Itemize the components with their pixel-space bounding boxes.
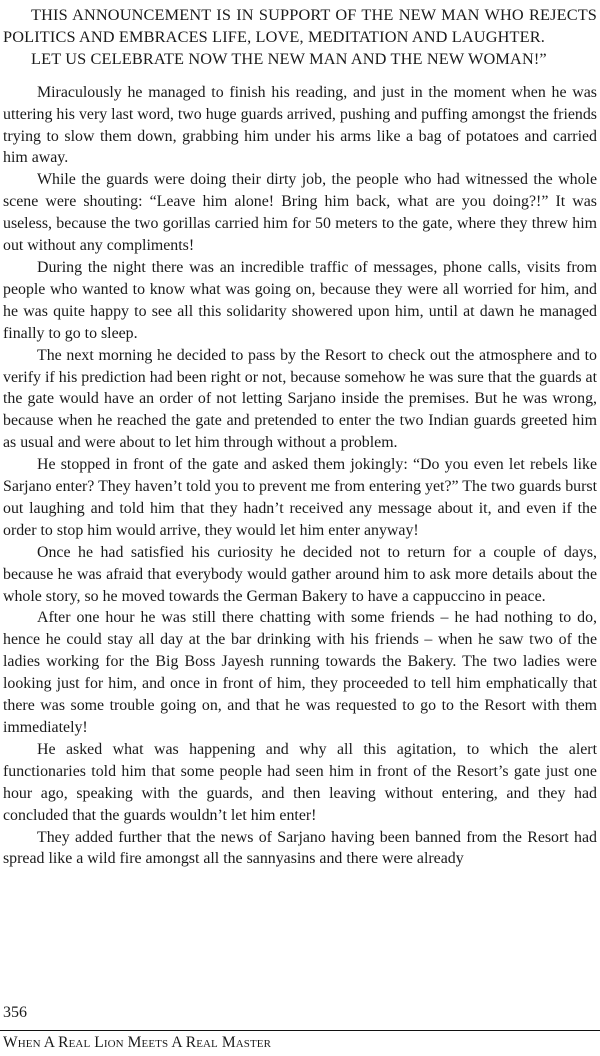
footer-divider xyxy=(0,1030,600,1031)
paragraph: He stopped in front of the gate and asked them jokingly: “Do you even let rebels like Sarjano enter? They haven’t told you to prevent me from entering yet?” The two guards burst out laughing and told him that they hadn’t received any message about it, and even if the order to stop him would arrive, they would let him enter anyway! xyxy=(3,456,597,539)
page-number: 356 xyxy=(3,1004,27,1021)
running-footer-title: When A Real Lion Meets A Real Master xyxy=(3,1034,272,1051)
paragraph: After one hour he was still there chatting with some friends – he had nothing to do, hence he could stay all day at the bar drinking with his friends – when he saw two of the ladies working for the Big Boss Jayesh running towards the Bakery. The two ladies were looking just for him, and once in front of him, they proceeded to tell him emphatically that there was some trouble going on, and that he was requested to go to the Resort with them immediately! xyxy=(3,609,597,736)
paragraph: They added further that the news of Sarjano having been banned from the Resort had spread like a wild fire amongst all the sannyasins and there were already xyxy=(3,828,597,868)
paragraph: While the guards were doing their dirty job, the people who had witnessed the whole scene were shouting: “Leave him alone! Bring him back, what are you doing?!” It was useless, because the two gorillas carried him for 50 meters to the gate, where they threw him out without any compliments! xyxy=(3,171,597,255)
paragraph: During the night there was an incredible traffic of messages, phone calls, visits from people who wanted to know what was going on, because they were all worried for him, and he was quite happy to see all this solidarity showered upon him, until at dawn he managed finally to go to sleep. xyxy=(3,258,597,342)
section-gap xyxy=(3,70,597,82)
paragraph: He asked what was happening and why all this agitation, to which the alert functionaries told him that some people had seen him in front of the Resort’s gate just one hour ago, speaking with the guards, and then leaving without entering, and they had concluded that the guards wouldn’t let him enter! xyxy=(3,740,597,824)
announcement-text: THIS ANNOUNCEMENT IS IN SUPPORT OF THE NEW MAN WHO REJECTS POLITICS AND EMBRACES LIFE, LOVE, MEDITATION AND LAUGHTER. xyxy=(3,5,597,46)
paragraph: Miraculously he managed to finish his reading, and just in the moment when he was uttering his very last word, two huge guards arrived, pushing and puffing amongst the friends trying to slow them down, grabbing him under his arms like a bag of potatoes and carried him away. xyxy=(3,83,597,167)
paragraph: The next morning he decided to pass by the Resort to check out the atmosphere and to verify if his prediction had been right or not, because somehow he was sure that the guards at the gate would have an order of not letting Sarjano inside the premises. But he was wrong, because when he reached the gate and pretended to enter the two Indian guards greeted him as usual and were about to let him through without a problem. xyxy=(3,346,597,452)
page-body xyxy=(3,4,597,870)
announcement-closing: LET US CELEBRATE NOW THE NEW MAN AND THE NEW WOMAN!” xyxy=(31,48,547,68)
paragraph: Once he had satisfied his curiosity he decided not to return for a couple of days, because he was afraid that everybody would gather around him to ask more details about the whole story, so he moved towards the German Bakery to have a cappuccino in peace. xyxy=(3,543,597,605)
